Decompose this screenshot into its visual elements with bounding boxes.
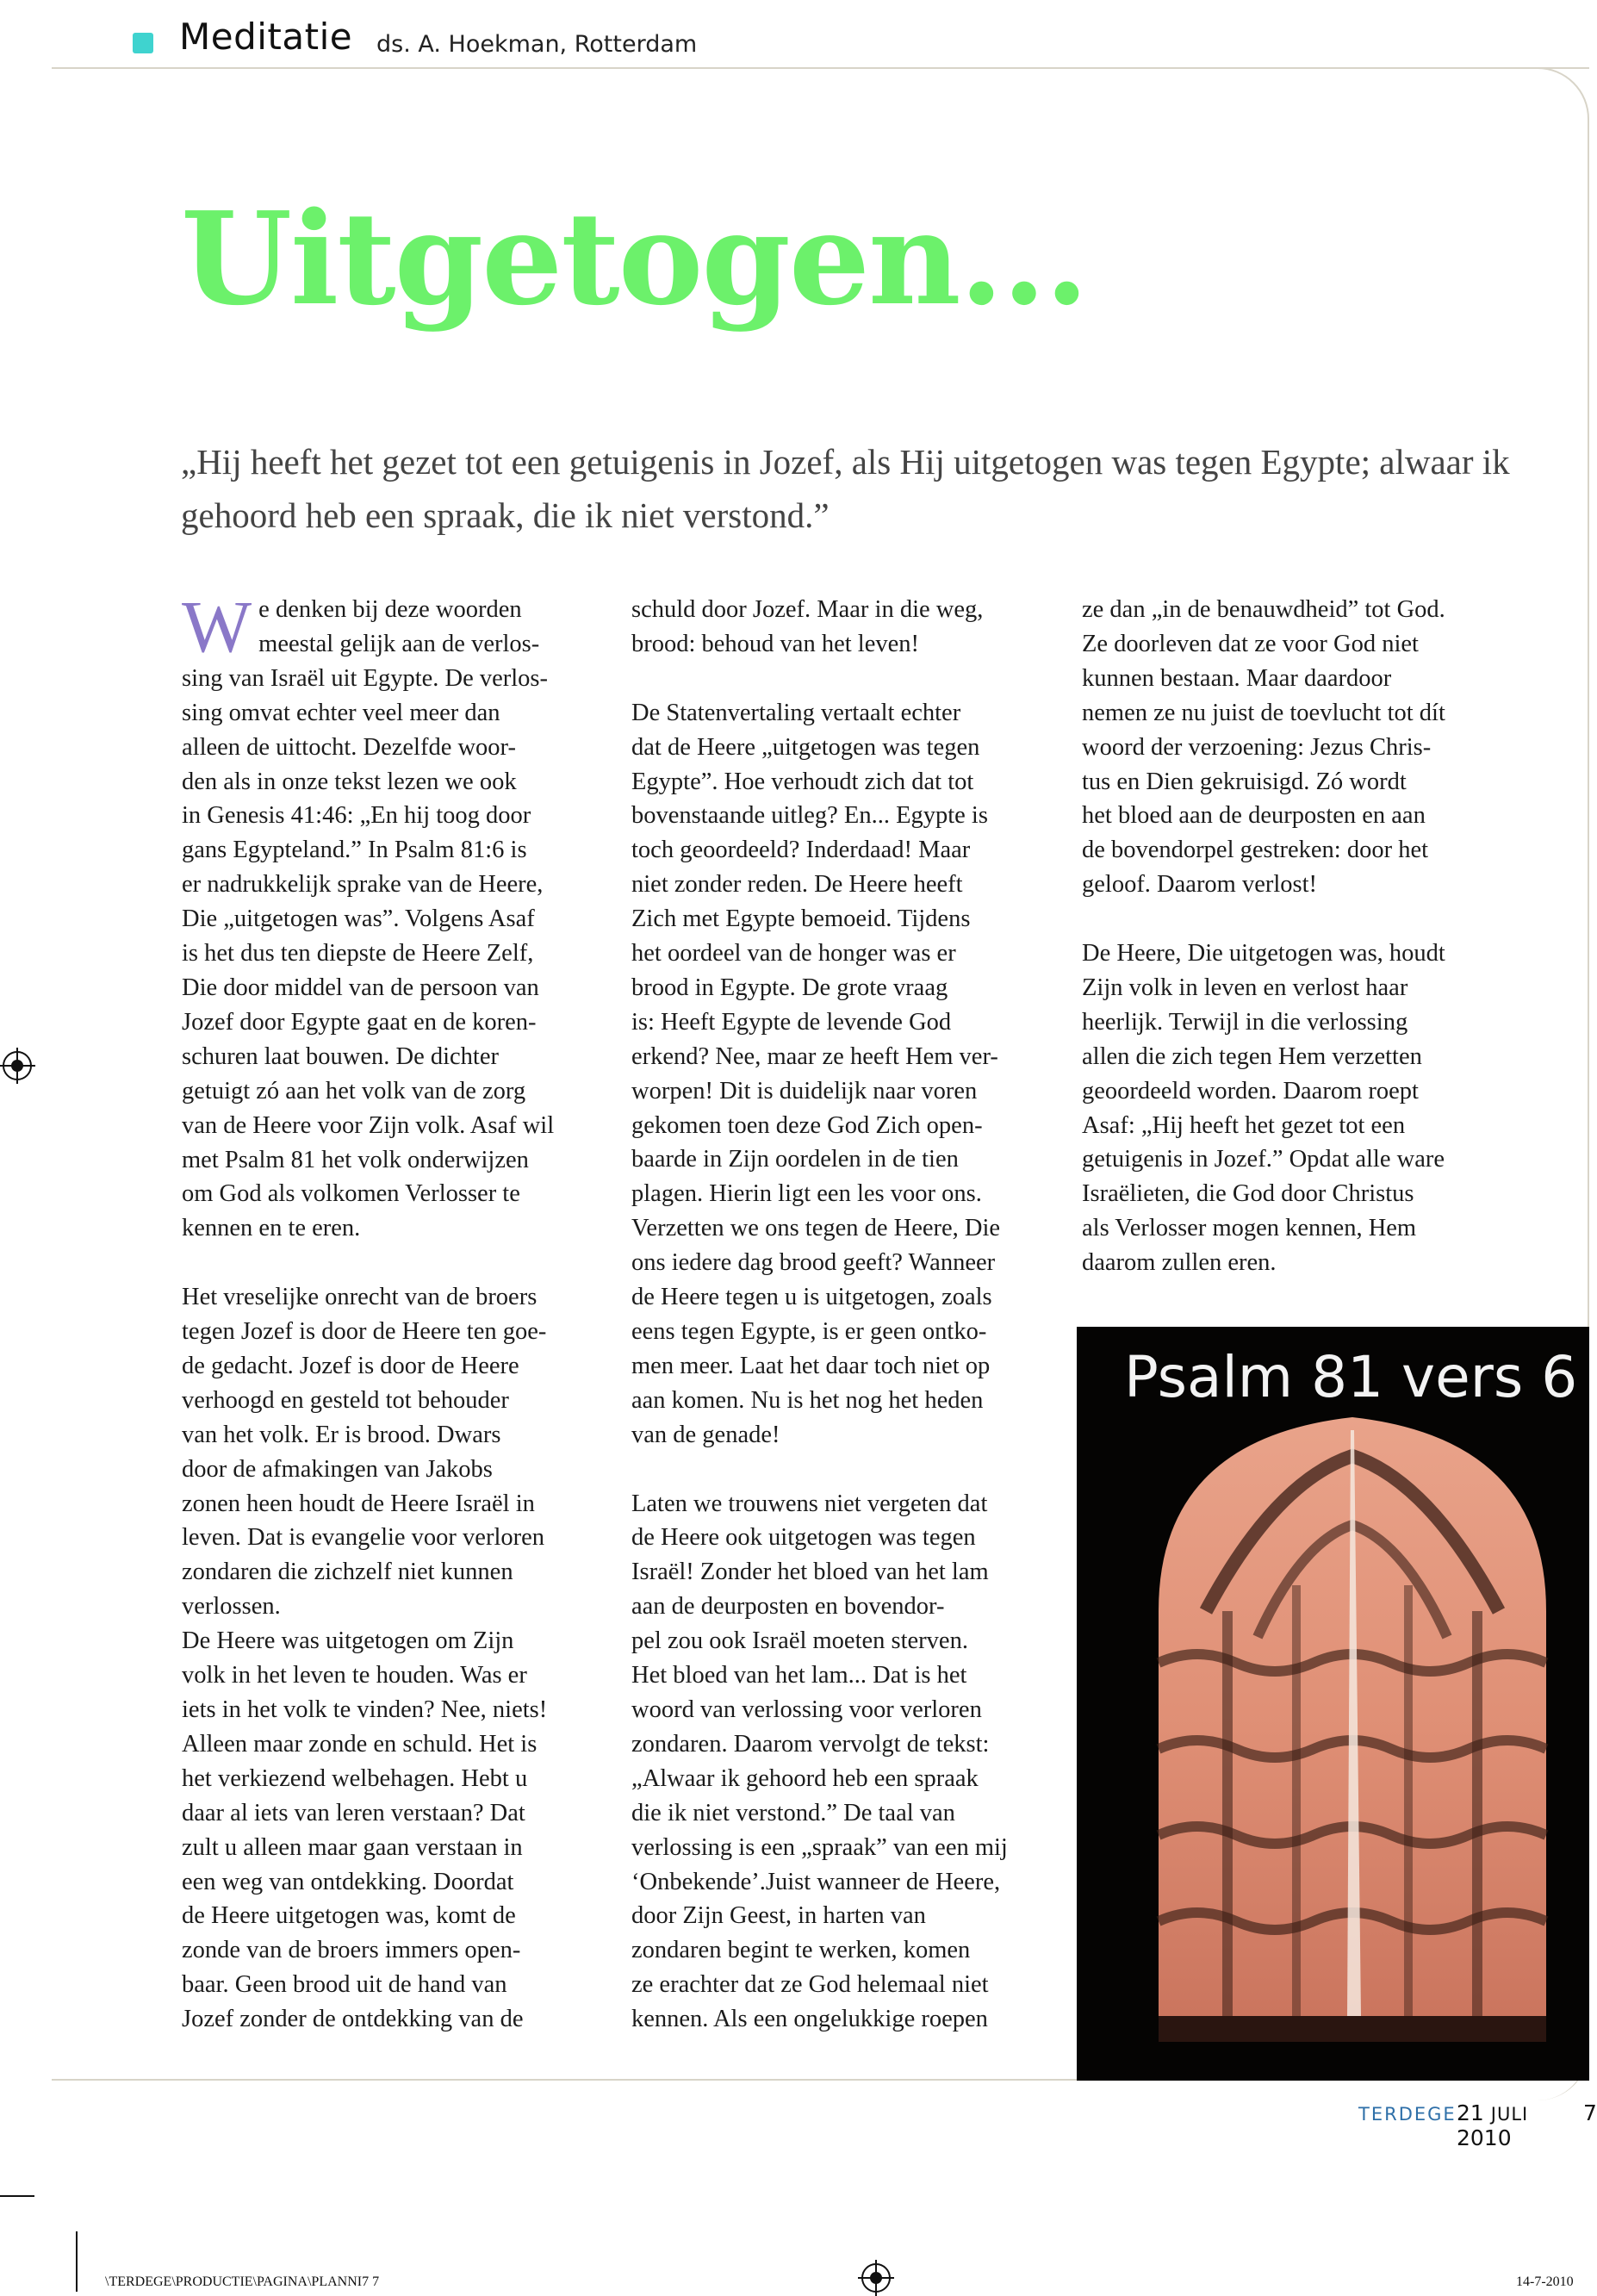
footer-rule	[52, 2079, 1077, 2081]
registration-mark-icon	[861, 2263, 891, 2293]
crop-mark	[76, 2231, 78, 2292]
paragraph: Het vreselijke onrecht van de broers tegen Jozef is door de Heere ten goe- de gedacht. Jozef is door de Heere verhoogd en gesteld tot behouder van het volk. Er is brood. Dwars door de afmakingen van Jakobs zonen heen houdt de Heere Israël in leven. Dat is evangelie voor verloren zondaren die zichzelf niet kunnen verlossen.	[182, 1284, 547, 1621]
page-number: 7	[1583, 2100, 1597, 2125]
issue-day: 21	[1457, 2100, 1484, 2125]
header-rule	[52, 67, 1589, 69]
bible-quote: „Hij heeft het gezet tot een getuigenis in Jozef, als Hij uitgetogen was tegen Egypte; alwaar ik gehoord heb een spraak, die ik niet verstond.”	[181, 442, 1510, 535]
crop-mark	[0, 2195, 34, 2197]
paragraph: De Heere, Die uitgetogen was, houdt Zijn volk in leven en verlost haar heerlijk. Terwijl in die verlossing allen die zich tegen Hem verzetten geoordeeld worden. Daarom roept Asaf: „Hij heeft het gezet tot een getuigenis in Jozef.” Opdat alle ware Israëlieten, die God door Christus als Verlosser mogen kennen, Hem daarom zullen eren.	[1082, 940, 1445, 1277]
issue-year: 2010	[1457, 2125, 1512, 2150]
paragraph: ze dan „in de benauwdheid” tot God. Ze doorleven dat ze voor God niet kunnen bestaan. Maar daardoor nemen ze nu juist de toevlucht tot dít woord der verzoening: Jezus Chris- tus en Dien gekruisigd. Zó wordt het bloed aan de deurposten en aan de bovendorpel gestreken: door het geloof. Daarom verlost!	[1082, 596, 1445, 899]
issue-month: JULI	[1490, 2104, 1529, 2125]
drop-cap: W	[182, 585, 252, 668]
paragraph: Laten we trouwens niet vergeten dat de Heere ook uitgetogen was tegen Israël! Zonder het bloed van het lam aan de deurposten en bovendor- pel zou ook Israël moeten sterven. Het bloed van het lam... Dat is het woord van verlossing voor verloren zondaren. Daarom vervolgt de tekst: „Alwaar ik gehoord heb een spraak die ik niet verstond.” De taal van verlossing is een „spraak” van een mij ‘Onbekende’.Juist wanneer de Heere, door Zijn Geest, in harten van zondaren begint te werken, komen ze erachter dat ze God helemaal niet kennen. Als een ongelukkige roepen	[631, 1490, 1008, 2033]
window-photo	[1077, 1327, 1589, 2081]
paragraph	[182, 585, 604, 1246]
issue-date	[1457, 2100, 1589, 2150]
window-curtain-illustration	[1077, 1327, 1589, 2081]
author-byline: ds. A. Hoekman, Rotterdam	[376, 31, 698, 58]
magazine-name: TERDEGE	[1358, 2104, 1457, 2125]
text-column-3	[1082, 593, 1530, 1315]
slug-file-path: \TERDEGE\PRODUCTIE\PAGINA\PLANNI7 7	[105, 2274, 380, 2289]
photo-caption: Psalm 81 vers 6	[1124, 1344, 1578, 1410]
paragraph-text: e denken bij deze woorden meestal gelijk aan de verlos- sing van Israël uit Egypte. De verlos- sing omvat echter veel meer dan alleen de uittocht. Dezelfde woor- den als in onze tekst lezen we ook in Genesis 41:46: „En hij toog door gans Egypteland.” In Psalm 81:6 is er nadrukkelijk sprake van de Heere, Die „uitgetogen was”. Volgens Asaf is het dus ten diepste de Heere Zelf, Die door middel van de persoon van Jozef door Egypte gaat en de koren- schuren laat bouwen. De dichter getuigt zó aan het volk van de zorg van de Heere voor Zijn volk. Asaf wil met Psalm 81 het volk onderwijzen om God als volkomen Verlosser te kennen en te eren.	[182, 596, 555, 1242]
paragraph: De Statenvertaling vertaalt echter dat de Heere „uitgetogen was tegen Egypte”. Hoe verhoudt zich dat tot bovenstaande uitleg? En... Egypte is toch geoordeeld? Inderdaad! Maar niet zonder reden. De Heere heeft Zich met Egypte bemoeid. Tijdens het oordeel van de honger was er brood in Egypte. De grote vraag is: Heeft Egypte de levende God erkend? Nee, maar ze heeft Hem ver- worpen! Dit is duidelijk naar voren gekomen toen deze God Zich open- baarde in Zijn oordelen in de tien plagen. Hierin ligt een les voor ons. Verzetten we ons tegen de Heere, Die ons iedere dag brood geeft? Wanneer de Heere tegen u is uitgetogen, zoals eens tegen Egypte, is er geen ontko- men meer. Laat het daar toch niet op aan komen. Nu is het nog het heden van de genade!	[631, 699, 1001, 1448]
paragraph: De Heere was uitgetogen om Zijn volk in het leven te houden. Was er iets in het volk te vinden? Nee, niets! Alleen maar zonde en schuld. Het is het verkiezend welbehagen. Hebt u daar al iets van leren verstaan? Dat zult u alleen maar gaan verstaan in een weg van ontdekking. Doordat de Heere uitgetogen was, komt de zonde van de broers immers open- baar. Geen brood uit de hand van Jozef zonder de ontdekking van de	[182, 1627, 548, 2033]
paragraph: schuld door Jozef. Maar in die weg, brood: behoud van het leven!	[631, 596, 984, 657]
article-title: Uitgetogen...	[181, 184, 1088, 333]
section-marker-icon	[133, 33, 153, 53]
slug-date: 14-7-2010	[1516, 2274, 1574, 2289]
text-column-2	[631, 593, 1053, 2071]
text-column-1	[182, 585, 604, 2071]
registration-mark-icon	[3, 1051, 32, 1080]
section-label: Meditatie	[179, 16, 353, 58]
